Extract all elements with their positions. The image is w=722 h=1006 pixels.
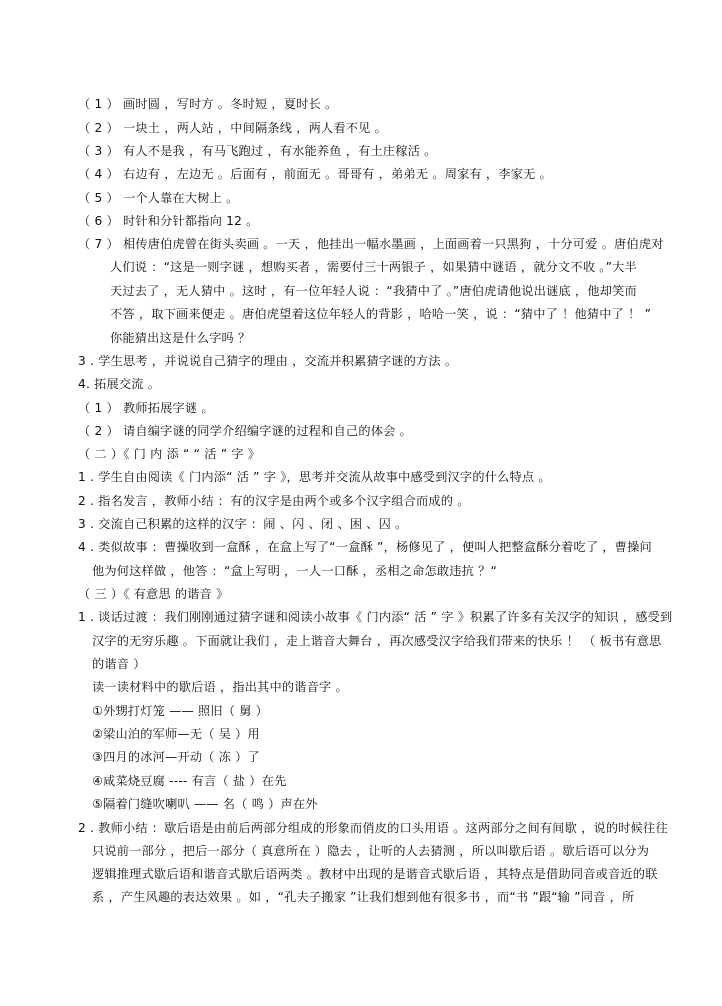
section-3-step-2-cont-3: 系 ，产生风趣的表达效果 。如 ，“孔夫子搬家 ”让我们想到他有很多书 ，而“书 ”跟“输 ”同音 ，所 bbox=[92, 890, 635, 904]
story-line-2: 人们说 ：“这是一则字谜 ，想购买者 ，需要付三十两银子 ，如果猜中谜语 ，就分文不收 。”大半 bbox=[110, 260, 637, 274]
section-3-step-2-cont-2: 逻辑推理式歇后语和谐音式歇后语两类 。教材中出现的是谐音式歇后语 ，其特点是借助同音或音近的联 bbox=[92, 867, 658, 881]
riddle-line-2: （ 2 ） 一块土 ，两人站 ，中间隔条线 ，两人看不见 。 bbox=[78, 121, 387, 135]
section-2-heading: （ 二 ）《 门 内 添 “ “ 活 ” 字 》 bbox=[78, 447, 261, 461]
section-2-step-4: 4 . 类似故事 ：曹操收到一盒酥 ，在盒上写了“一盒酥 ”，杨修见了 ，便叫人把整盒酥分着吃了 ，曹操问 bbox=[78, 540, 652, 554]
xiehouyu-4: ④咸菜烧豆腐 ---- 有言（ 盐 ）在先 bbox=[92, 774, 287, 788]
section-3-step-1: 1 . 谈话过渡 ：我们刚刚通过猜字谜和阅读小故事《 门内添“ 活 ” 字 》积累了许多有关汉字的知识 ，感受到 bbox=[78, 610, 673, 624]
section-3-step-1-cont: 汉字的无穷乐趣 。下面就让我们 ，走上谐音大舞台 ，再次感受汉字给我们带来的快乐 ！ （ 板书有意思 bbox=[92, 634, 662, 648]
section-2-step-2: 2 . 指名发言 ，教师小结 ：有的汉字是由两个或多个汉字组合而成的 。 bbox=[78, 494, 470, 508]
riddle-line-5: （ 5 ） 一个人靠在大树上 。 bbox=[78, 191, 239, 205]
extend-item-2: （ 2 ） 请自编字谜的同学介绍编字谜的过程和自己的体会 。 bbox=[78, 424, 412, 438]
xiehouyu-3: ③四月的冰河—开动（ 冻 ）了 bbox=[92, 750, 260, 764]
section-2-step-1: 1 . 学生自由阅读《 门内添“ 活 ” 字 》，思考并交流从故事中感受到汉字的什么特点 。 bbox=[78, 470, 551, 484]
riddle-line-1: （ 1 ） 画时圆 ，写时方 。冬时短 ，夏时长 。 bbox=[78, 97, 338, 111]
story-line-1: （ 7 ） 相传唐伯虎曾在街头卖画 。一天 ，他挂出一幅水墨画 ，上面画着一只黑狗 ，十分可爱 。唐伯虎对 bbox=[78, 237, 664, 251]
extend-item-1: （ 1 ） 教师拓展字谜 。 bbox=[78, 401, 214, 415]
riddle-line-3: （ 3 ） 有人不是我 ，有马飞跑过 ，有水能养鱼 ，有土庄稼活 。 bbox=[78, 144, 437, 158]
xiehouyu-2: ②梁山泊的军师—无（ 吴 ）用 bbox=[92, 727, 260, 741]
xiehouyu-intro: 读一读材料中的歇后语 ，指出其中的谐音字 。 bbox=[92, 680, 348, 694]
story-line-4: 不答 ，取下画来便走 。唐伯虎望着这位年轻人的背影 ，哈哈一笑 ，说 ：“猜中了 ！他猜中了 ！ ” bbox=[110, 307, 652, 321]
step-4-extend: 4. 拓展交流 。 bbox=[78, 377, 161, 391]
story-line-3: 天过去了 ，无人猜中 。这时 ，有一位年轻人说 ：“我猜中了 。”唐伯虎请他说出谜底 ，他却笑而 bbox=[110, 284, 637, 298]
riddle-line-6: （ 6 ） 时针和分针都指向 12 。 bbox=[78, 214, 259, 228]
riddle-line-4: （ 4 ） 右边有 ，左边无 。后面有 ，前面无 。哥哥有 ，弟弟无 。周家有 ，李家无 。 bbox=[78, 167, 552, 181]
section-3-step-2: 2 . 教师小结 ：歇后语是由前后两部分组成的形象而俏皮的口头用语 。这两部分之间有间歇 ，说的时候往往 bbox=[78, 821, 668, 835]
xiehouyu-1: ①外甥打灯笼 —— 照旧（ 舅 ） bbox=[92, 704, 269, 718]
section-3-step-2-cont-1: 只说前一部分 ，把后一部分（ 真意所在 ）隐去 ，让听的人去猜测 ，所以叫歇后语 。歇后语可以分为 bbox=[92, 844, 650, 858]
step-3-think: 3 . 学生思考 ，并说说自己猜字的理由 ，交流并积累猜字谜的方法 。 bbox=[78, 354, 458, 368]
section-2-step-3: 3 . 交流自己积累的这样的汉字 ：闹 、闪 、闭 、困 、囚 。 bbox=[78, 517, 408, 531]
section-2-step-4-cont: 他为何这样做 ，他答 ：“盒上写明 ，一人一口酥 ，丞相之命怎敢违抗 ？“ bbox=[92, 564, 498, 578]
section-3-step-1-end: 的谐音 ） bbox=[92, 657, 146, 671]
story-question: 你能猜出这是什么字吗 ？ bbox=[110, 331, 251, 345]
section-3-heading: （ 三 ）《 有意思 的谐音 》 bbox=[78, 587, 229, 601]
xiehouyu-5: ⑤隔着门缝吹喇叭 —— 名（ 鸣 ）声在外 bbox=[92, 797, 318, 811]
